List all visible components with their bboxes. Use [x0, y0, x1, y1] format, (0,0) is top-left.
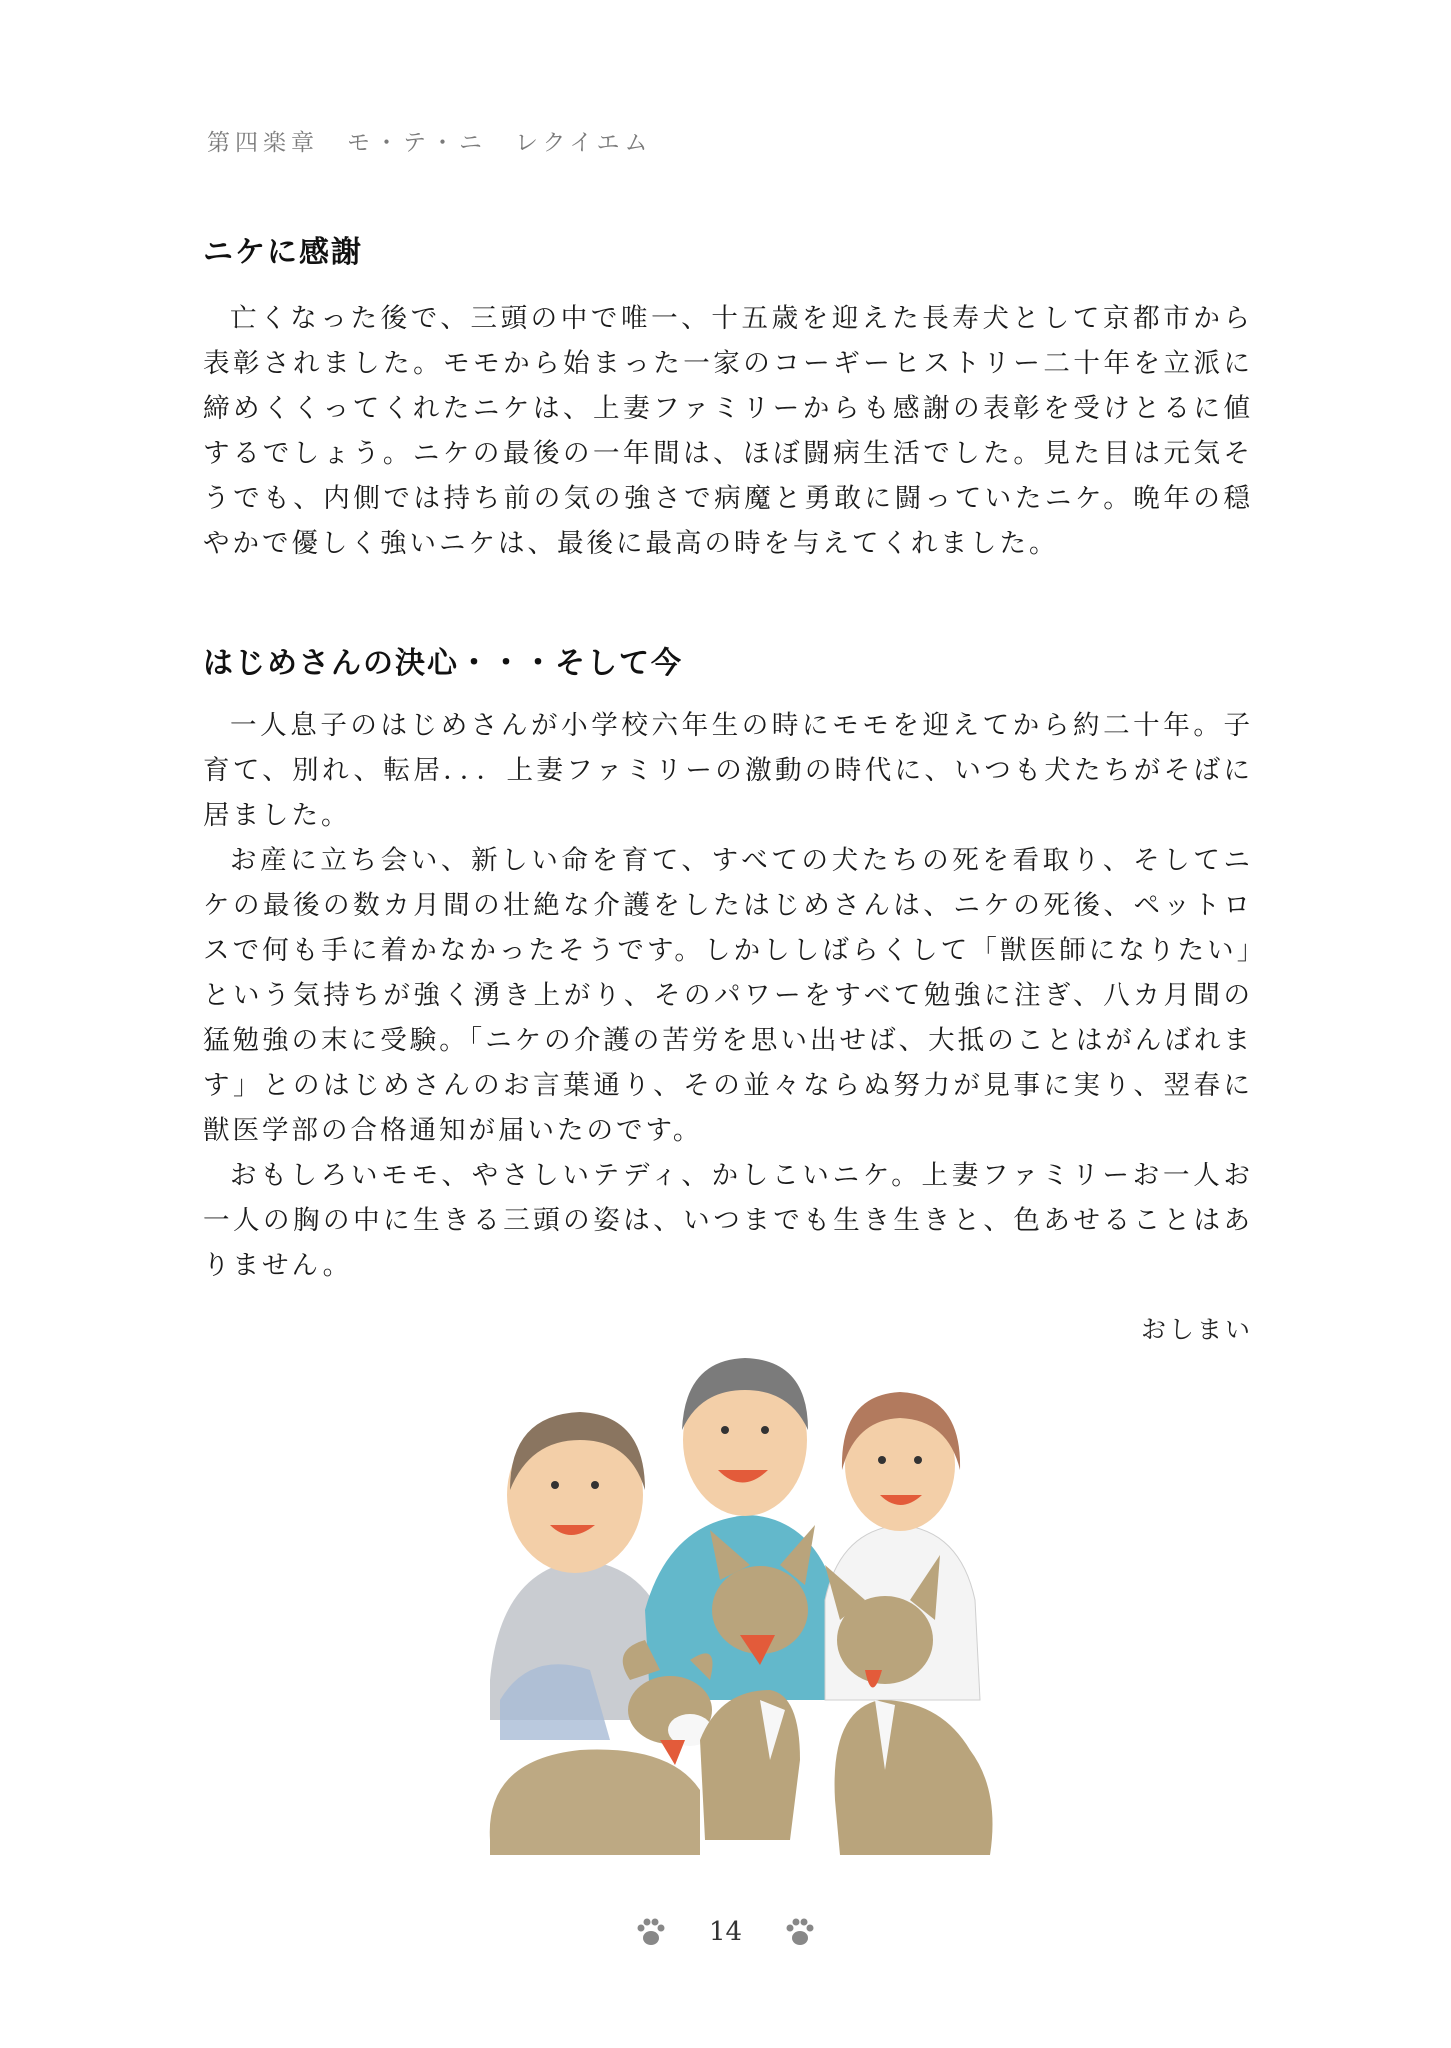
paw-print-icon: [783, 1915, 817, 1949]
paragraph: 亡くなった後で、三頭の中で唯一、十五歳を迎えた長寿犬として京都市から表彰されました。モモから始まった一家のコーギーヒストリー二十年を立派に締めくくってくれたニケは、上妻ファミリーからも感謝の表彰を受けとるに値するでしょう。ニケの最後の一年間は、ほぼ闘病生活でした。見た目は元気そうでも、内側では持ち前の気の強さで病魔と勇敢に闘っていたニケ。晩年の穏やかで優しく強いニケは、最後に最高の時を与えてくれました。: [203, 303, 1253, 559]
running-header: 第四楽章 モ・テ・ニ レクイエム: [207, 130, 653, 156]
paragraph: 一人息子のはじめさんが小学校六年生の時にモモを迎えてから約二十年。子育て、別れ、転居．．．上妻ファミリーの激動の時代に、いつも犬たちがそばに居ました。: [203, 710, 1253, 831]
closing-text: おしまい: [1140, 1315, 1253, 1344]
section-title-hajime: はじめさんの決心・・・そして今: [203, 646, 683, 681]
page-number: 14: [708, 1917, 743, 1947]
paragraph: お産に立ち会い、新しい命を育て、すべての犬たちの死を看取り、そしてニケの最後の数カ月間の壮絶な介護をしたはじめさんは、ニケの死後、ペットロスで何も手に着かなかったそうです。しかししばらくして「獣医師になりたい」という気持ちが強く湧き上がり、そのパワーをすべて勉強に注ぎ、八カ月間の猛勉強の末に受験。「ニケの介護の苦労を思い出せば、大抵のことはがんばれます」とのはじめさんのお言葉通り、その並々ならぬ努力が見事に実り、翌春に獣医学部の合格通知が届いたのです。: [203, 845, 1253, 1146]
family-dogs-illustration: [470, 1320, 1030, 1880]
page-footer: [0, 1915, 1451, 1949]
paragraph: おもしろいモモ、やさしいテディ、かしこいニケ。上妻ファミリーお一人お一人の胸の中に生きる三頭の姿は、いつまでも生き生きと、色あせることはありません。: [203, 1160, 1253, 1281]
paw-print-icon: [634, 1915, 668, 1949]
section-body-nike: [203, 296, 1253, 566]
section-title-nike: ニケに感謝: [203, 235, 363, 270]
section-body-hajime: [203, 703, 1253, 1288]
